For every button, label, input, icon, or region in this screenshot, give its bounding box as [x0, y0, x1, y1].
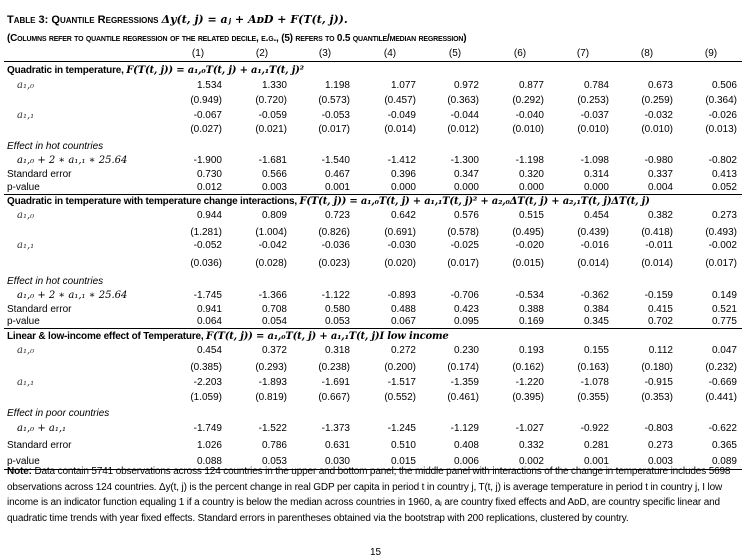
- column-header: (6): [513, 48, 527, 59]
- table-cell: 0.345: [583, 316, 609, 327]
- panel-heading: [7, 65, 304, 76]
- table-cell: 0.415: [647, 304, 673, 315]
- table-cell: 0.708: [261, 304, 287, 315]
- table-cell: 0.506: [711, 80, 737, 91]
- table-cell: 0.337: [647, 169, 673, 180]
- table-cell: 0.053: [324, 316, 350, 327]
- table-cell: 0.064: [196, 316, 222, 327]
- standard-error-cell: (0.012): [447, 124, 479, 135]
- table-cell: 0.052: [711, 182, 737, 193]
- table-cell: 0.230: [453, 345, 479, 356]
- table-cell: 0.784: [583, 80, 609, 91]
- column-header: (5): [448, 48, 462, 59]
- panel-divider-1: [4, 194, 742, 195]
- top-rule: [4, 61, 742, 62]
- table-cell: -0.915: [644, 377, 673, 388]
- standard-error-cell: (0.010): [641, 124, 673, 135]
- standard-error-cell: (0.720): [255, 95, 287, 106]
- table-cell: 0.169: [518, 316, 544, 327]
- panel-heading: [7, 331, 449, 342]
- panel-heading-text: Linear & low-income effect of Temperature,: [7, 331, 207, 342]
- standard-error-cell: (0.020): [384, 258, 416, 269]
- table-cell: 0.003: [647, 456, 673, 467]
- table-cell: -0.037: [580, 110, 609, 121]
- table-cell: 0.488: [390, 304, 416, 315]
- table-cell: 0.454: [583, 210, 609, 221]
- table-cell: 0.001: [583, 456, 609, 467]
- standard-error-cell: (0.021): [255, 124, 287, 135]
- standard-error-cell: (0.017): [318, 124, 350, 135]
- table-cell: -1.098: [580, 155, 609, 166]
- note-label: Note:: [7, 466, 32, 477]
- table-cell: 0.002: [518, 456, 544, 467]
- table-cell: -1.122: [321, 290, 350, 301]
- table-cell: -1.522: [258, 423, 287, 434]
- table-cell: 0.702: [647, 316, 673, 327]
- row-label: a₁,₀ + a₁,₁: [17, 423, 67, 434]
- standard-error-cell: (0.010): [577, 124, 609, 135]
- column-header: (8): [640, 48, 654, 59]
- table-cell: 1.077: [390, 80, 416, 91]
- table-cell: -1.300: [450, 155, 479, 166]
- table-cell: 0.281: [583, 440, 609, 451]
- table-cell: 0.273: [711, 210, 737, 221]
- table-cell: -0.053: [321, 110, 350, 121]
- table-cell: -0.622: [708, 423, 737, 434]
- table-cell: -0.803: [644, 423, 673, 434]
- table-cell: -1.691: [321, 377, 350, 388]
- standard-error-cell: (0.364): [705, 95, 737, 106]
- table-cell: -0.016: [580, 240, 609, 251]
- row-label: a₁,₁: [17, 377, 35, 388]
- standard-error-cell: (1.004): [255, 227, 287, 238]
- table-cell: 0.012: [196, 182, 222, 193]
- table-cell: -0.922: [580, 423, 609, 434]
- standard-error-cell: (0.441): [705, 392, 737, 403]
- table-cell: 0.273: [647, 440, 673, 451]
- table-cell: 0.006: [453, 456, 479, 467]
- table-cell: 0.576: [453, 210, 479, 221]
- row-label: Effect in hot countries: [7, 141, 104, 152]
- standard-error-cell: (0.036): [190, 258, 222, 269]
- table-cell: 0.067: [390, 316, 416, 327]
- table-cell: -0.802: [708, 155, 737, 166]
- table-cell: -0.002: [708, 240, 737, 251]
- table-cell: 0.155: [583, 345, 609, 356]
- table-cell: -1.517: [387, 377, 416, 388]
- table-cell: 1.330: [261, 80, 287, 91]
- table-cell: 0.089: [711, 456, 737, 467]
- row-label: Standard error: [7, 169, 72, 180]
- standard-error-cell: (0.259): [641, 95, 673, 106]
- standard-error-cell: (0.691): [384, 227, 416, 238]
- table-cell: -0.067: [193, 110, 222, 121]
- panel-divider-2: [4, 328, 742, 329]
- table-cell: 1.198: [324, 80, 350, 91]
- standard-error-cell: (0.232): [705, 362, 737, 373]
- table-cell: 0.272: [390, 345, 416, 356]
- standard-error-cell: (0.162): [512, 362, 544, 373]
- table-cell: -0.052: [193, 240, 222, 251]
- table-cell: 0.566: [261, 169, 287, 180]
- table-cell: 0.365: [711, 440, 737, 451]
- table-cell: 0.454: [196, 345, 222, 356]
- row-label: a₁,₁: [17, 240, 35, 251]
- table-cell: -1.198: [515, 155, 544, 166]
- table-cell: 0.003: [261, 182, 287, 193]
- table-cell: 0.396: [390, 169, 416, 180]
- row-label: a₁,₀ + 2 ∗ a₁,₁ ∗ 25.64: [17, 155, 128, 166]
- table-subtitle: (Columns refer to quantile regression of the related decile, e.g., (5) refers to 0.5 quantile/median regression): [7, 33, 467, 44]
- column-header: (1): [191, 48, 205, 59]
- standard-error-cell: (0.578): [447, 227, 479, 238]
- row-label: Effect in hot countries: [7, 276, 104, 287]
- table-cell: 0.004: [647, 182, 673, 193]
- row-label: Standard error: [7, 440, 72, 451]
- note-text: Data contain 5741 observations across 124 countries in the upper and bottom panel; the middle panel with interactions of the change in temperature includes 5698 observations across 124 countries. Δy(t, j) is the percent change in real GDP per capita in period t in country j, T(t, j) is average temperature in period t in country j, I low income is an indicator function equaling 1 if a country is below the median across countries in 1960, aⱼ are country fixed effects and AᴅD, are country specific linear and quadratic time trends with year fixed effects. Standard errors in parentheses obtained via the bootstrap with 200 replications, clustered by country.: [7, 466, 731, 524]
- table-cell: 0.673: [647, 80, 673, 91]
- standard-error-cell: (0.949): [190, 95, 222, 106]
- table-cell: -1.366: [258, 290, 287, 301]
- table-cell: 0.972: [453, 80, 479, 91]
- table-cell: 0.809: [261, 210, 287, 221]
- table-cell: -1.129: [450, 423, 479, 434]
- row-label: a₁,₀: [17, 80, 35, 91]
- standard-error-cell: (0.418): [641, 227, 673, 238]
- table-cell: -1.540: [321, 155, 350, 166]
- table-cell: -1.681: [258, 155, 287, 166]
- page-number: 15: [370, 547, 382, 558]
- column-header: (3): [318, 48, 332, 59]
- column-header: (4): [383, 48, 397, 59]
- table-title-formula: Δy(t, j) = aⱼ + AᴅD + F(T(t, j)).: [161, 13, 348, 26]
- table-cell: 0.000: [453, 182, 479, 193]
- standard-error-cell: (0.353): [641, 392, 673, 403]
- standard-error-cell: (0.010): [512, 124, 544, 135]
- standard-error-cell: (0.439): [577, 227, 609, 238]
- panel-heading-text: Quadratic in temperature,: [7, 65, 127, 76]
- standard-error-cell: (0.395): [512, 392, 544, 403]
- panel-heading-formula: F(T(t, j)) = a₁,₀T(t, j) + a₁,₁T(t, j)² + a₂,₀ΔT(t, j) + a₂,₁T(t, j)ΔT(t, j): [299, 196, 650, 207]
- table-cell: -1.245: [387, 423, 416, 434]
- standard-error-cell: (0.552): [384, 392, 416, 403]
- table-cell: 0.944: [196, 210, 222, 221]
- table-cell: -0.044: [450, 110, 479, 121]
- table-cell: -0.026: [708, 110, 737, 121]
- row-label: p-value: [7, 456, 40, 467]
- table-cell: 0.423: [453, 304, 479, 315]
- table-cell: 0.347: [453, 169, 479, 180]
- table-cell: 0.730: [196, 169, 222, 180]
- standard-error-cell: (1.059): [190, 392, 222, 403]
- standard-error-cell: (0.163): [577, 362, 609, 373]
- table-cell: -1.893: [258, 377, 287, 388]
- standard-error-cell: (0.493): [705, 227, 737, 238]
- standard-error-cell: (0.013): [705, 124, 737, 135]
- standard-error-cell: (0.014): [641, 258, 673, 269]
- row-label: a₁,₀: [17, 210, 35, 221]
- row-label: a₁,₁: [17, 110, 35, 121]
- table-cell: -0.362: [580, 290, 609, 301]
- standard-error-cell: (0.461): [447, 392, 479, 403]
- table-cell: 0.000: [390, 182, 416, 193]
- table-cell: 0.877: [518, 80, 544, 91]
- standard-error-cell: (0.027): [190, 124, 222, 135]
- table-cell: -1.373: [321, 423, 350, 434]
- standard-error-cell: (0.180): [641, 362, 673, 373]
- column-header: (9): [704, 48, 718, 59]
- table-cell: 0.193: [518, 345, 544, 356]
- table-cell: 0.786: [261, 440, 287, 451]
- table-cell: 0.149: [711, 290, 737, 301]
- table-cell: -2.203: [193, 377, 222, 388]
- table-cell: 0.388: [518, 304, 544, 315]
- row-label: p-value: [7, 182, 40, 193]
- table-cell: -0.980: [644, 155, 673, 166]
- table-cell: 0.515: [518, 210, 544, 221]
- table-cell: 0.372: [261, 345, 287, 356]
- table-cell: 0.408: [453, 440, 479, 451]
- table-cell: 0.941: [196, 304, 222, 315]
- table-cell: 0.030: [324, 456, 350, 467]
- table-cell: 0.001: [324, 182, 350, 193]
- table-cell: 0.000: [518, 182, 544, 193]
- standard-error-cell: (0.363): [447, 95, 479, 106]
- table-cell: 0.332: [518, 440, 544, 451]
- row-label: p-value: [7, 316, 40, 327]
- table-cell: 0.510: [390, 440, 416, 451]
- standard-error-cell: (0.238): [318, 362, 350, 373]
- table-cell: 0.642: [390, 210, 416, 221]
- table-cell: -0.011: [645, 240, 673, 251]
- table-cell: -0.669: [708, 377, 737, 388]
- standard-error-cell: (0.200): [384, 362, 416, 373]
- table-cell: 1.026: [196, 440, 222, 451]
- table-cell: -0.020: [515, 240, 544, 251]
- panel-heading: [7, 196, 650, 207]
- table-cell: -1.027: [515, 423, 544, 434]
- column-header: (7): [576, 48, 590, 59]
- table-cell: 0.088: [196, 456, 222, 467]
- panel-heading-formula: F(T(t, j)) = a₁,₀T(t, j) + a₁,₁T(t, j)I low income: [206, 331, 449, 342]
- table-cell: 0.521: [711, 304, 737, 315]
- table-cell: -1.412: [387, 155, 416, 166]
- standard-error-cell: (0.014): [577, 258, 609, 269]
- table-cell: 0.467: [324, 169, 350, 180]
- standard-error-cell: (0.017): [447, 258, 479, 269]
- row-label: a₁,₀ + 2 ∗ a₁,₁ ∗ 25.64: [17, 290, 128, 301]
- table-cell: 0.631: [324, 440, 350, 451]
- table-title: [7, 13, 348, 26]
- table-cell: 0.053: [261, 456, 287, 467]
- standard-error-cell: (0.293): [255, 362, 287, 373]
- table-cell: -1.900: [193, 155, 222, 166]
- table-cell: 0.382: [647, 210, 673, 221]
- standard-error-cell: (0.826): [318, 227, 350, 238]
- table-cell: 0.413: [711, 169, 737, 180]
- standard-error-cell: (0.014): [384, 124, 416, 135]
- table-cell: 0.015: [390, 456, 416, 467]
- standard-error-cell: (0.385): [190, 362, 222, 373]
- table-cell: -1.359: [450, 377, 479, 388]
- standard-error-cell: (0.495): [512, 227, 544, 238]
- table-cell: -0.706: [450, 290, 479, 301]
- table-note: [7, 464, 742, 526]
- table-cell: -1.220: [515, 377, 544, 388]
- table-cell: -0.040: [515, 110, 544, 121]
- table-cell: -0.025: [450, 240, 479, 251]
- table-cell: 0.112: [648, 345, 673, 356]
- table-cell: 0.775: [711, 316, 737, 327]
- row-label: Standard error: [7, 304, 72, 315]
- table-cell: 0.054: [261, 316, 287, 327]
- standard-error-cell: (0.292): [512, 95, 544, 106]
- table-cell: -0.159: [644, 290, 673, 301]
- standard-error-cell: (0.174): [447, 362, 479, 373]
- table-cell: 0.000: [583, 182, 609, 193]
- table-cell: -0.042: [258, 240, 287, 251]
- table-cell: 0.723: [324, 210, 350, 221]
- table-cell: -0.030: [387, 240, 416, 251]
- standard-error-cell: (0.457): [384, 95, 416, 106]
- row-label: Effect in poor countries: [7, 408, 110, 419]
- column-header: (2): [255, 48, 269, 59]
- table-cell: -1.745: [193, 290, 222, 301]
- table-cell: -0.059: [258, 110, 287, 121]
- panel-heading-text: Quadratic in temperature with temperature change interactions,: [7, 196, 300, 207]
- table-cell: 0.384: [583, 304, 609, 315]
- table-cell: 0.314: [583, 169, 609, 180]
- standard-error-cell: (0.023): [318, 258, 350, 269]
- table-cell: -0.893: [387, 290, 416, 301]
- panel-heading-formula: F(T(t, j)) = a₁,₀T(t, j) + a₁,₁T(t, j)²: [126, 65, 304, 76]
- standard-error-cell: (0.573): [318, 95, 350, 106]
- table-cell: 0.318: [324, 345, 350, 356]
- table-cell: 0.580: [324, 304, 350, 315]
- table-cell: -1.749: [193, 423, 222, 434]
- table-cell: -0.036: [321, 240, 350, 251]
- table-cell: -0.534: [515, 290, 544, 301]
- standard-error-cell: (0.253): [577, 95, 609, 106]
- table-cell: 0.095: [453, 316, 479, 327]
- standard-error-cell: (0.819): [255, 392, 287, 403]
- table-cell: 0.047: [711, 345, 737, 356]
- standard-error-cell: (0.355): [577, 392, 609, 403]
- standard-error-cell: (0.028): [255, 258, 287, 269]
- standard-error-cell: (0.015): [512, 258, 544, 269]
- standard-error-cell: (0.667): [318, 392, 350, 403]
- table-cell: -0.032: [644, 110, 673, 121]
- table-cell: -1.078: [580, 377, 609, 388]
- table-cell: -0.049: [387, 110, 416, 121]
- table-cell: 0.320: [518, 169, 544, 180]
- row-label: a₁,₀: [17, 345, 35, 356]
- table-title-prefix: Table 3: Quantile Regressions: [7, 14, 162, 26]
- table-cell: 1.534: [196, 80, 222, 91]
- standard-error-cell: (1.281): [190, 227, 222, 238]
- standard-error-cell: (0.017): [705, 258, 737, 269]
